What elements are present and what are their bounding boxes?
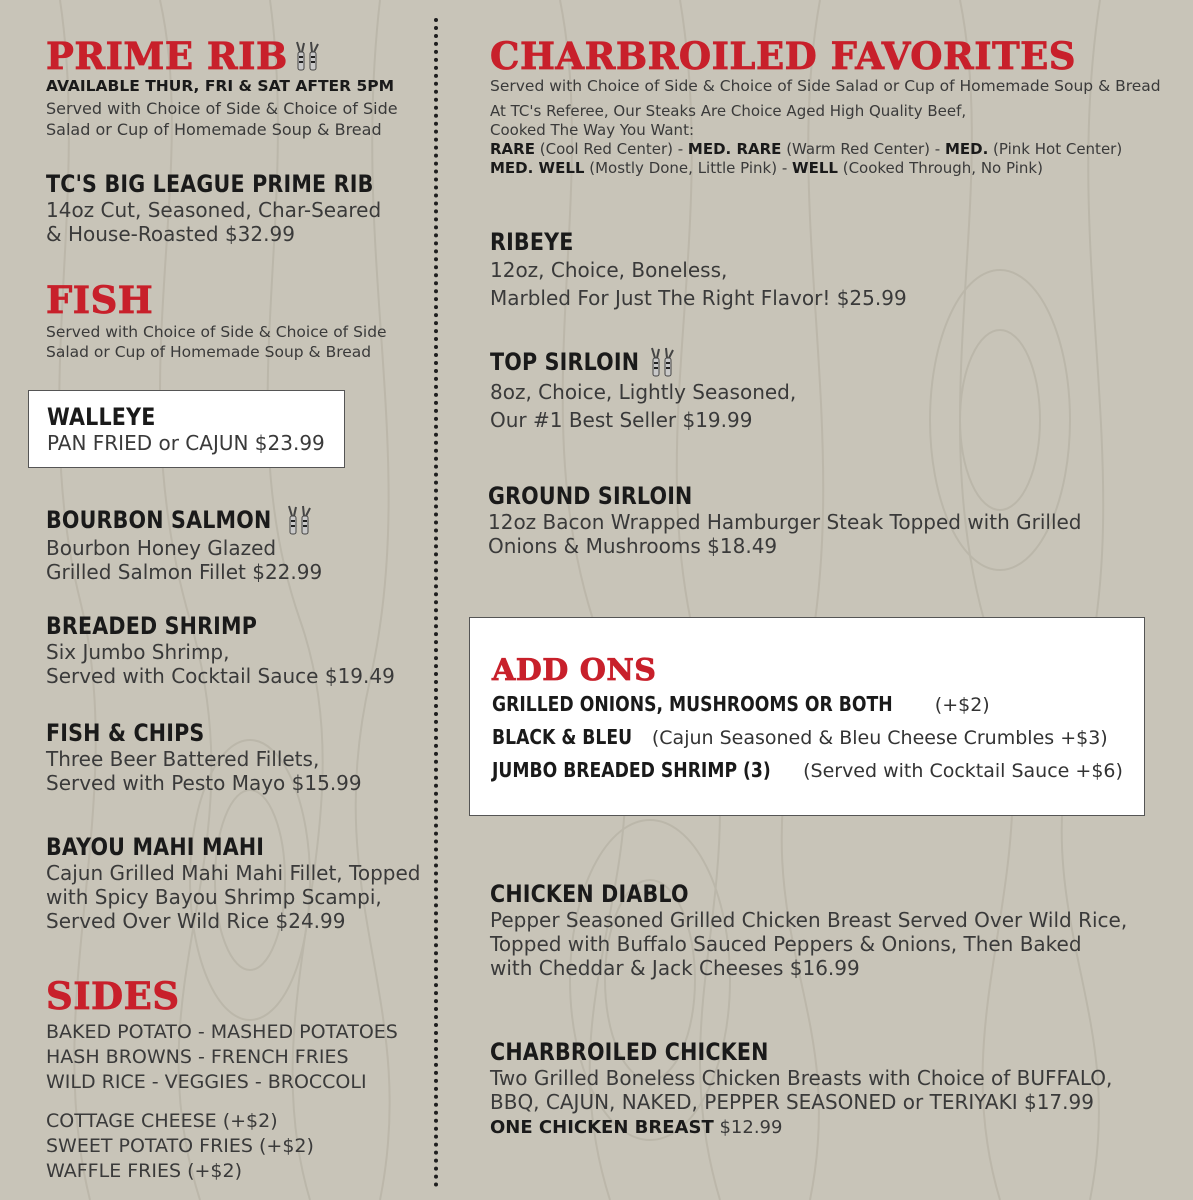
add-on-name: GRILLED ONIONS, MUSHROOMS OR BOTH xyxy=(492,692,893,716)
prime-rib-section xyxy=(46,36,398,140)
menu-item-bayou-mahi-mahi xyxy=(46,833,420,933)
prime-rib-title: PRIME RIB xyxy=(46,34,288,78)
item-desc: with Cheddar & Jack Cheeses $16.99 xyxy=(490,956,860,980)
menu-item-big-league-prime-rib xyxy=(46,170,427,246)
item-name: GROUND SIRLOIN xyxy=(488,482,693,510)
add-on-extra: (Served with Cocktail Sauce +$6) xyxy=(803,760,1123,782)
menu-item-ribeye xyxy=(490,228,907,312)
sides-line: HASH BROWNS - FRENCH FRIES xyxy=(46,1046,349,1068)
sides-extra: COTTAGE CHEESE (+$2) xyxy=(46,1110,278,1132)
doneness-label: RARE xyxy=(490,140,535,158)
doneness-desc: (Pink Hot Center) xyxy=(988,140,1123,158)
item-desc: Six Jumbo Shrimp, xyxy=(46,640,230,664)
item-desc: with Spicy Bayou Shrimp Scampi, xyxy=(46,885,382,909)
referee-favorite-icon xyxy=(296,40,320,72)
referee-favorite-icon xyxy=(288,504,312,536)
doneness-line2 xyxy=(490,159,1161,178)
item-name: FISH & CHIPS xyxy=(46,719,205,747)
menu-item-ground-sirloin xyxy=(488,482,1082,558)
item-desc: Our #1 Best Seller $19.99 xyxy=(490,408,753,432)
item-desc: Bourbon Honey Glazed xyxy=(46,536,277,560)
item-desc: Marbled For Just The Right Flavor! $25.99 xyxy=(490,286,907,310)
menu-item-chicken-diablo xyxy=(490,880,1127,980)
item-desc: PAN FRIED or CAJUN $23.99 xyxy=(47,431,325,455)
add-on-extra: (Cajun Seasoned & Bleu Cheese Crumbles +$3) xyxy=(651,727,1108,749)
item-desc: Served with Pesto Mayo $15.99 xyxy=(46,771,362,795)
menu-item-fish-and-chips xyxy=(46,719,362,795)
walleye-box xyxy=(28,390,345,468)
charbroiled-section xyxy=(490,36,1161,178)
doneness-desc: (Warm Red Center) - xyxy=(781,140,945,158)
add-ons-box xyxy=(469,617,1145,816)
charbroiled-note: Served with Choice of Side & Choice of Side Salad or Cup of Homemade Soup & Bread xyxy=(490,77,1161,95)
item-name: BREADED SHRIMP xyxy=(46,612,258,640)
sides-line: BAKED POTATO - MASHED POTATOES xyxy=(46,1021,398,1043)
item-name: WALLEYE xyxy=(47,403,156,431)
item-name: TC'S BIG LEAGUE PRIME RIB xyxy=(46,170,374,198)
sides-line: WILD RICE - VEGGIES - BROCCOLI xyxy=(46,1071,367,1093)
referee-favorite-icon xyxy=(651,346,675,378)
item-desc: 12oz, Choice, Boneless, xyxy=(490,258,728,282)
option-price: $12.99 xyxy=(713,1117,783,1138)
item-desc: Pepper Seasoned Grilled Chicken Breast Served Over Wild Rice, xyxy=(490,908,1128,932)
item-desc: Served with Cocktail Sauce $19.49 xyxy=(46,664,395,688)
item-desc: 8oz, Choice, Lightly Seasoned, xyxy=(490,380,797,404)
item-desc: 12oz Bacon Wrapped Hamburger Steak Topped with Grilled xyxy=(488,510,1082,534)
menu-item-breaded-shrimp xyxy=(46,612,395,688)
add-on-item xyxy=(492,754,1123,787)
item-name: RIBEYE xyxy=(490,228,574,256)
item-name: BOURBON SALMON xyxy=(46,506,272,534)
sides-title: SIDES xyxy=(46,974,180,1018)
charbroiled-title: CHARBROILED FAVORITES xyxy=(490,34,1077,78)
fish-title: FISH xyxy=(46,278,154,322)
doneness-desc: (Cooked Through, No Pink) xyxy=(837,159,1043,177)
fish-section xyxy=(46,280,387,362)
item-desc: & House-Roasted $32.99 xyxy=(46,222,295,246)
add-on-name: JUMBO BREADED SHRIMP (3) xyxy=(492,758,771,782)
prime-rib-availability: AVAILABLE THUR, FRI & SAT AFTER 5PM xyxy=(46,77,395,95)
menu-item-charbroiled-chicken xyxy=(490,1038,1112,1140)
prime-rib-note-line2: Salad or Cup of Homemade Soup & Bread xyxy=(46,120,382,139)
one-breast-option xyxy=(490,1116,1112,1140)
charbroiled-intro-line1: At TC's Referee, Our Steaks Are Choice Aged High Quality Beef, xyxy=(490,102,967,120)
doneness-desc: (Cool Red Center) - xyxy=(534,140,688,158)
fish-note-line1: Served with Choice of Side & Choice of Side xyxy=(46,323,387,341)
item-name: TOP SIRLOIN xyxy=(490,348,640,376)
add-ons-title: ADD ONS xyxy=(492,653,657,688)
doneness-label: MED. RARE xyxy=(687,140,782,158)
item-desc: 14oz Cut, Seasoned, Char-Seared xyxy=(46,198,382,222)
sides-section xyxy=(46,976,398,1184)
item-desc: Topped with Buffalo Sauced Peppers & Onions, Then Baked xyxy=(490,932,1082,956)
menu-item-bourbon-salmon xyxy=(46,504,322,584)
menu-item-top-sirloin xyxy=(490,346,796,434)
doneness-label: WELL xyxy=(792,159,838,177)
doneness-label: MED. WELL xyxy=(490,159,585,177)
prime-rib-note-line1: Served with Choice of Side & Choice of Side xyxy=(46,99,398,118)
item-desc: BBQ, CAJUN, NAKED, PEPPER SEASONED or TERIYAKI $17.99 xyxy=(490,1090,1094,1114)
option-label: ONE CHICKEN BREAST xyxy=(490,1117,714,1138)
item-desc: Served Over Wild Rice $24.99 xyxy=(46,909,346,933)
charbroiled-intro-line2: Cooked The Way You Want: xyxy=(490,121,695,139)
column-divider xyxy=(434,18,438,1188)
add-on-extra: (+$2) xyxy=(934,694,990,716)
doneness-line1 xyxy=(490,140,1161,159)
item-desc: Three Beer Battered Fillets, xyxy=(46,747,320,771)
doneness-desc: (Mostly Done, Little Pink) - xyxy=(584,159,793,177)
doneness-label: MED. xyxy=(944,140,989,158)
item-desc: Two Grilled Boneless Chicken Breasts with Choice of BUFFALO, xyxy=(490,1066,1113,1090)
item-name: CHARBROILED CHICKEN xyxy=(490,1038,769,1066)
fish-note-line2: Salad or Cup of Homemade Soup & Bread xyxy=(46,343,372,361)
item-name: CHICKEN DIABLO xyxy=(490,880,689,908)
add-on-name: BLACK & BLEU xyxy=(492,725,633,749)
item-desc: Cajun Grilled Mahi Mahi Fillet, Topped xyxy=(46,861,421,885)
item-desc: Onions & Mushrooms $18.49 xyxy=(488,534,778,558)
add-on-item xyxy=(492,688,1123,721)
add-on-item xyxy=(492,721,1123,754)
item-desc: Grilled Salmon Fillet $22.99 xyxy=(46,560,323,584)
sides-extra: WAFFLE FRIES (+$2) xyxy=(46,1160,242,1182)
sides-extra: SWEET POTATO FRIES (+$2) xyxy=(46,1135,314,1157)
item-name: BAYOU MAHI MAHI xyxy=(46,833,265,861)
